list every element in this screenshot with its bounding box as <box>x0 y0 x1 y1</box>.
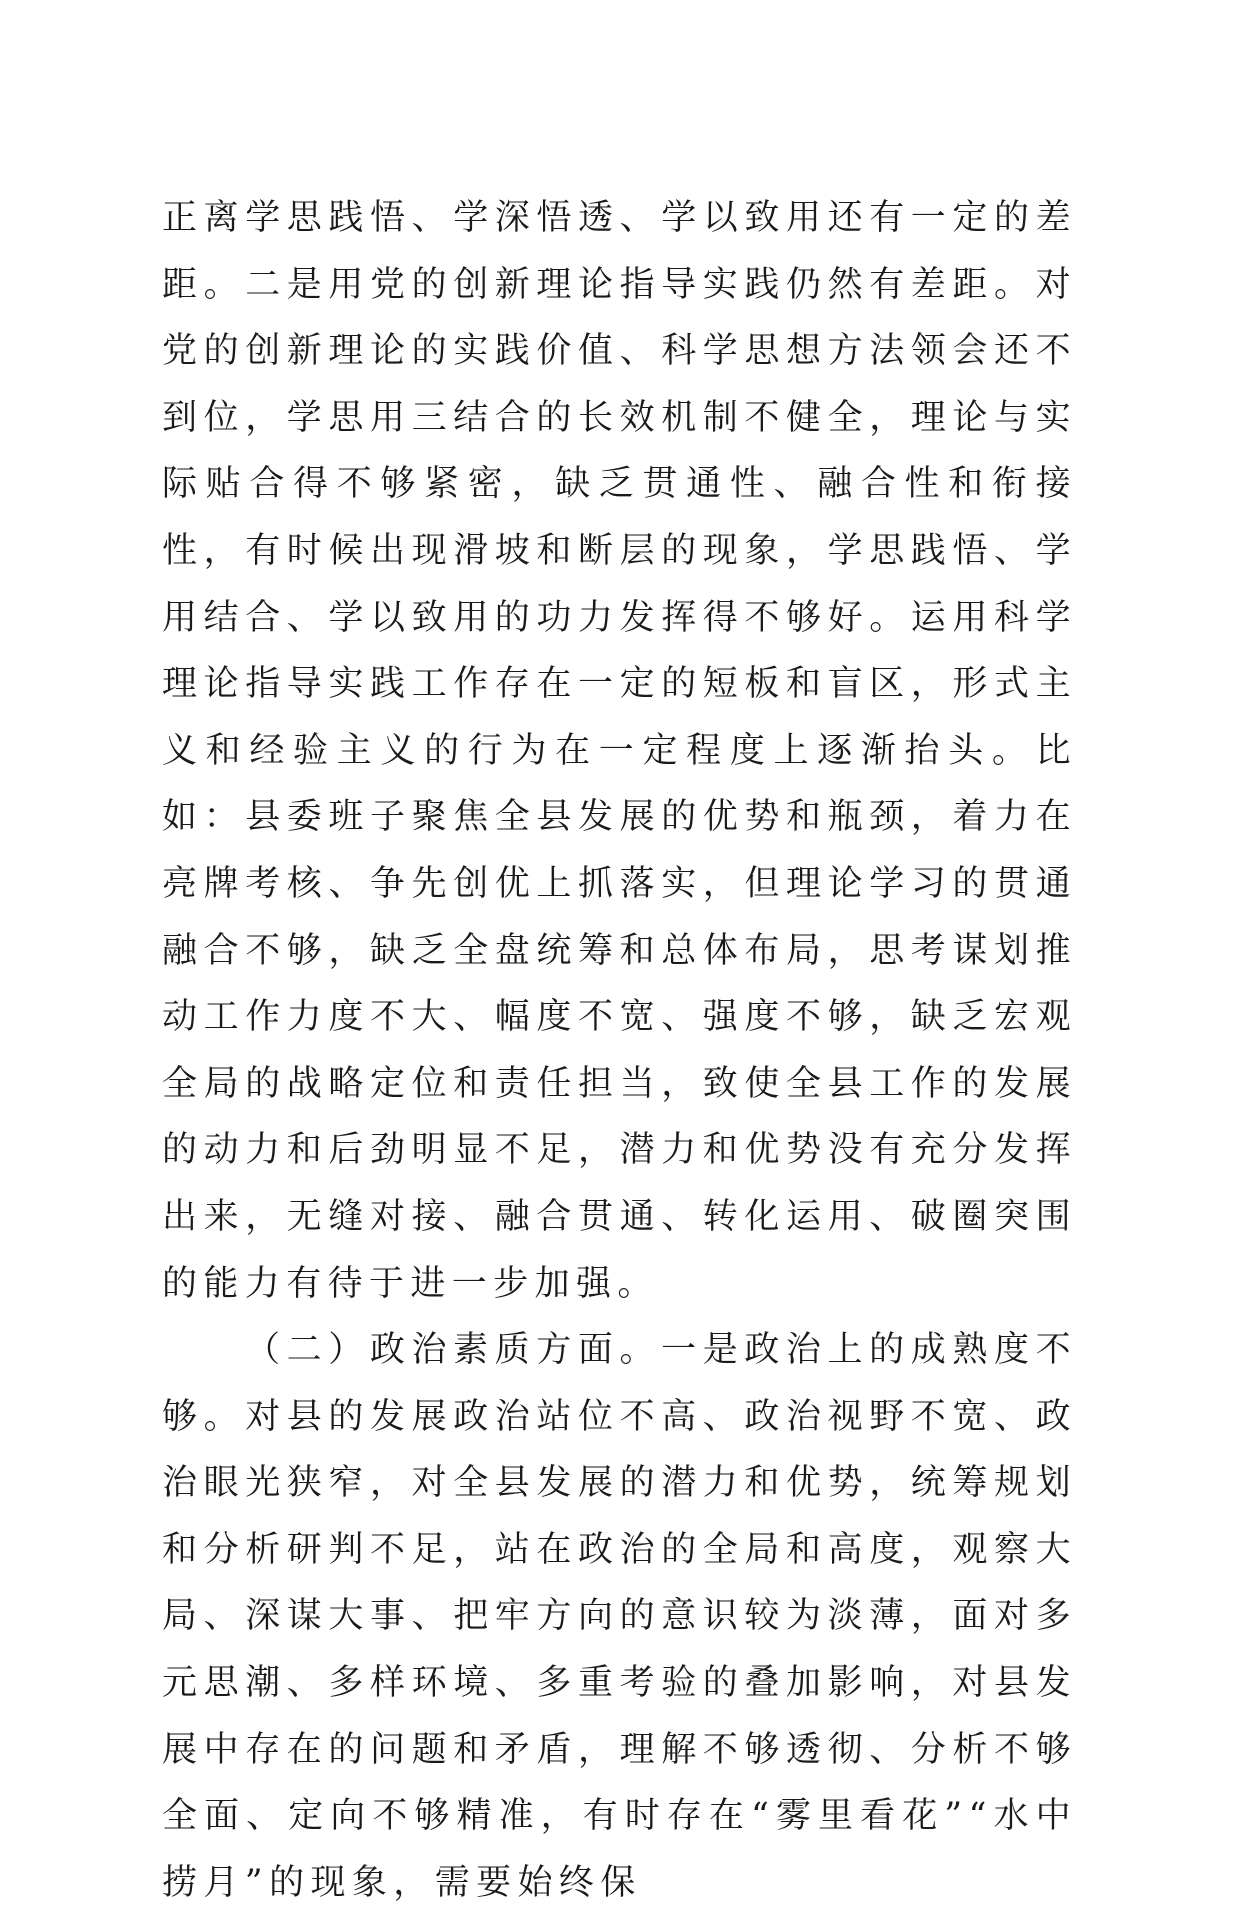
body-text <box>162 185 1077 1916</box>
paragraph-continuation: 正离学思践悟、学深悟透、学以致用还有一定的差距。二是用党的创新理论指导实践仍然有差距。对党的创新理论的实践价值、科学思想方法领会还不到位，学思用三结合的长效机制不健全，理论与实际贴合得不够紧密，缺乏贯通性、融合性和衔接性，有时候出现滑坡和断层的现象，学思践悟、学用结合、学以致用的功力发挥得不够好。运用科学理论指导实践工作存在一定的短板和盲区，形式主义和经验主义的行为在一定程度上逐渐抬头。比如：县委班子聚焦全县发展的优势和瓶颈，着力在亮牌考核、争先创优上抓落实，但理论学习的贯通融合不够，缺乏全盘统筹和总体布局，思考谋划推动工作力度不大、幅度不宽、强度不够，缺乏宏观全局的战略定位和责任担当，致使全县工作的发展的动力和后劲明显不足，潜力和优势没有充分发挥出来，无缝对接、融合贯通、转化运用、破圈突围的能力有待于进一步加强。 <box>162 198 1077 1304</box>
paragraph-political-quality: （二）政治素质方面。一是政治上的成熟度不够。对县的发展政治站位不高、政治视野不宽、政治眼光狭窄，对全县发展的潜力和优势，统筹规划和分析研判不足，站在政治的全局和高度，观察大局、深谋大事、把牢方向的意识较为淡薄，面对多元思潮、多样环境、多重考验的叠加影响，对县发展中存在的问题和矛盾，理解不够透彻、分析不够全面、定向不够精准，有时存在“雾里看花”“水中捞月”的现象，需要始终保 <box>162 1330 1077 1903</box>
